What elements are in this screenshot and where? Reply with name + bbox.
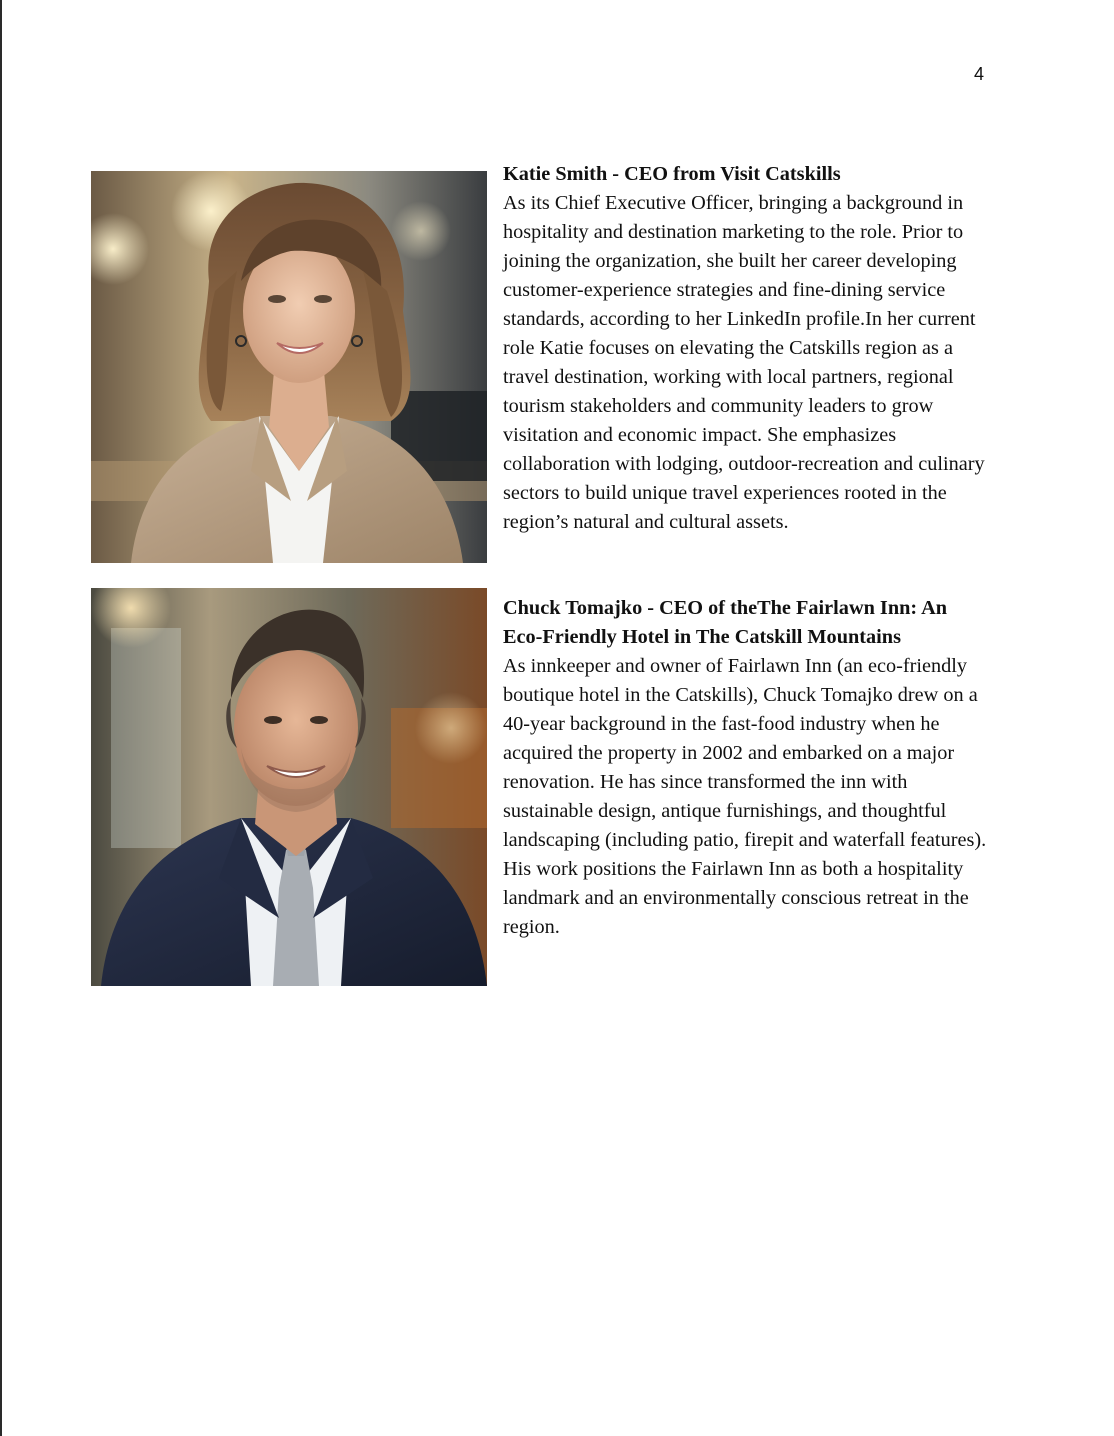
- portrait-man-photo: [91, 588, 487, 986]
- profile-text: [503, 594, 991, 942]
- profile-text: [503, 160, 991, 537]
- profile-heading: Katie Smith - CEO from Visit Catskills: [503, 163, 841, 185]
- page-left-edge: [0, 0, 2, 1436]
- profile-bio: As innkeeper and owner of Fairlawn Inn (an eco-friendly boutique hotel in the Catskills), Chuck Tomajko drew on a 40-year background in the fast-food industry when he acquired the property in 2002 and embarked on a major renovation. He has since transformed the inn with sustainable design, antique furnishings, and thoughtful landscaping (including patio, firepit and waterfall features). His work positions the Fairlawn Inn as both a hospitality landmark and an environmentally conscious retreat in the region.: [503, 655, 987, 938]
- page-number: 4: [973, 64, 984, 84]
- profile-bio: As its Chief Executive Officer, bringing a background in hospitality and destination marketing to the role. Prior to joining the organization, she built her career developing customer-experience strategies and fine-dining service standards, according to her LinkedIn profile.In her current role Katie focuses on elevating the Catskills region as a travel destination, working with local partners, regional tourism stakeholders and community leaders to grow visitation and economic impact. She emphasizes collaboration with lodging, outdoor-recreation and culinary sectors to build unique travel experiences rooted in the region’s natural and cultural assets.: [503, 192, 985, 533]
- profile-heading: Chuck Tomajko - CEO of theThe Fairlawn Inn: An Eco-Friendly Hotel in The Catskill Mountains: [503, 597, 948, 648]
- portrait-woman-photo: [91, 171, 487, 563]
